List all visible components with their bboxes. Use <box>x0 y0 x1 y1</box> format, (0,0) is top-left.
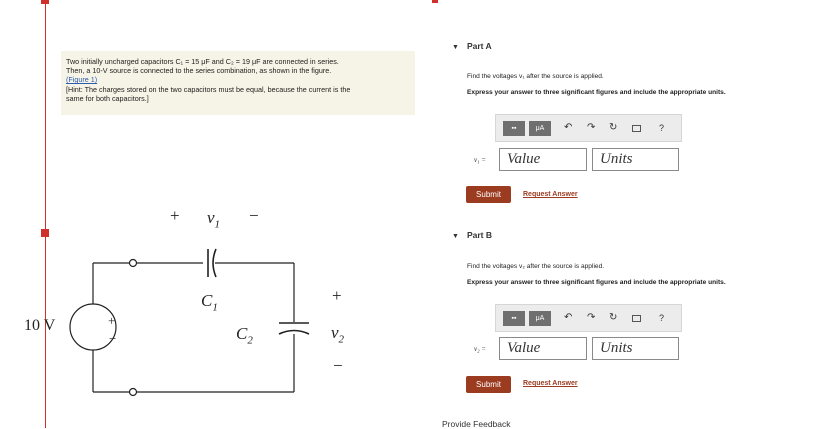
part-a-title: Part A <box>466 41 492 51</box>
submit-button[interactable]: Submit <box>466 376 511 393</box>
units-input[interactable]: Units <box>592 148 679 171</box>
circuit-diagram <box>20 200 400 428</box>
part-a-header[interactable] <box>452 41 492 51</box>
reset-icon[interactable]: ↻ <box>609 312 618 323</box>
source-plus: + <box>108 313 116 328</box>
margin-marker <box>432 0 438 3</box>
provide-feedback-link[interactable]: Provide Feedback <box>442 419 511 429</box>
symbols-button[interactable]: μA <box>529 121 551 136</box>
submit-button[interactable]: Submit <box>466 186 511 203</box>
capacitor-c2-plate <box>279 331 309 335</box>
problem-line-1: Two initially uncharged capacitors C₁ = 15 μF and C₂ = 19 μF are connected in series. <box>66 57 339 66</box>
v2-label: $v_2$ <box>331 323 345 346</box>
undo-icon[interactable]: ↶ <box>564 122 573 133</box>
c2-label: $C_2$ <box>236 324 253 347</box>
part-a-instruction: Express your answer to three significant figures and include the appropriate units. <box>467 89 726 96</box>
request-answer-link[interactable]: Request Answer <box>523 380 578 387</box>
units-input[interactable]: Units <box>592 337 679 360</box>
redo-icon[interactable]: ↷ <box>587 312 596 323</box>
v1-label: $v_1$ <box>207 208 221 231</box>
value-input[interactable]: Value <box>499 337 587 360</box>
caret-down-icon: ▼ <box>452 44 459 51</box>
terminal <box>130 260 137 267</box>
help-icon[interactable]: ? <box>659 313 665 323</box>
caret-down-icon: ▼ <box>452 233 459 240</box>
terminal <box>130 389 137 396</box>
help-icon[interactable]: ? <box>659 123 665 133</box>
circuit-figure <box>20 200 400 428</box>
reset-icon[interactable]: ↻ <box>609 122 618 133</box>
part-b-instruction: Express your answer to three significant figures and include the appropriate units. <box>467 279 726 286</box>
problem-statement <box>61 51 415 115</box>
v2-plus: + <box>332 286 342 305</box>
value-input[interactable]: Value <box>499 148 587 171</box>
v1-plus: + <box>170 206 180 225</box>
source-minus: − <box>109 331 117 346</box>
keyboard-icon[interactable] <box>632 125 641 132</box>
hint-line-1: [Hint: The charges stored on the two capacitors must be equal, because the current is the <box>66 84 351 94</box>
v2-minus: − <box>333 356 343 375</box>
keyboard-icon[interactable] <box>632 315 641 322</box>
part-b-question: Find the voltages v₂ after the source is applied. <box>467 263 605 270</box>
templates-icon[interactable]: ▪▪ <box>503 121 525 136</box>
part-a-question: Find the voltages v₁ after the source is applied. <box>467 73 604 80</box>
v1-answer-label: v₁ = <box>474 156 487 164</box>
part-b-title: Part B <box>466 230 492 240</box>
margin-marker <box>41 0 49 4</box>
symbols-button[interactable]: μA <box>529 311 551 326</box>
v1-minus: − <box>249 206 259 225</box>
undo-icon[interactable]: ↶ <box>564 312 573 323</box>
templates-icon[interactable]: ▪▪ <box>503 311 525 326</box>
hint-line-2: same for both capacitors.] <box>66 93 149 103</box>
c1-label: $C_1$ <box>201 291 218 314</box>
v2-answer-label: v₂ = <box>474 345 487 353</box>
request-answer-link[interactable]: Request Answer <box>523 191 578 198</box>
figure-link[interactable]: (Figure 1) <box>66 75 98 85</box>
equation-toolbar <box>495 304 682 332</box>
source-voltage-label: 10 V <box>24 317 56 334</box>
part-b-header[interactable] <box>452 230 492 240</box>
redo-icon[interactable]: ↷ <box>587 122 596 133</box>
problem-line-2: Then, a 10-V source is connected to the series combination, as shown in the figure. <box>66 66 332 76</box>
equation-toolbar <box>495 114 682 142</box>
